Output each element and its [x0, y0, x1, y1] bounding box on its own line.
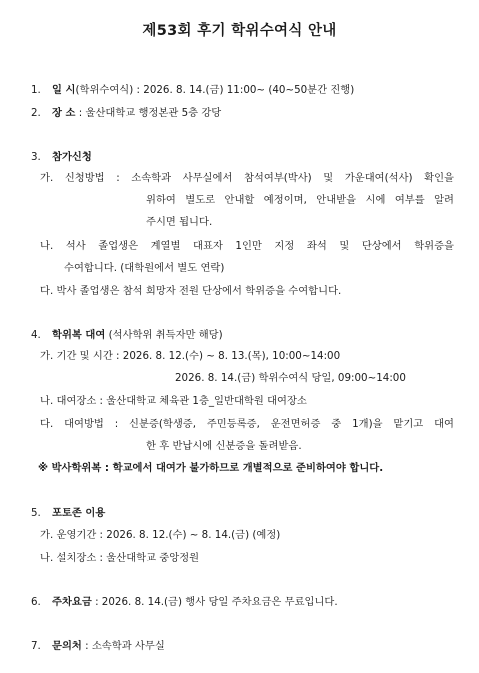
section-2-number: 2. [31, 107, 41, 119]
section-1-number: 1. [31, 84, 41, 96]
section-4-ga-line-2: 2026. 8. 14.(금) 학위수여식 당일, 09:00~14:00 [175, 372, 406, 384]
section-3-ga-line-2: 위하여 별도로 안내할 예정이며, 안내받을 시에 여부를 알려 [146, 194, 454, 206]
section-3-ga-line-1: 가. 신청방법 : 소속학과 사무실에서 참석여부(박사) 및 가운대여(석사) 확인을 [40, 172, 454, 184]
section-2-text: : 울산대학교 행정본관 5층 강당 [75, 107, 222, 119]
section-4-na-line: 나. 대여장소 : 울산대학교 체육관 1층_일반대학원 대여장소 [40, 395, 307, 407]
section-1-text: (학위수여식) : 2026. 8. 14.(금) 11:00~ (40~50분간 진행) [75, 84, 355, 96]
section-2-line [52, 106, 221, 120]
section-4-warning-note: ※ 박사학위복 : 학교에서 대여가 불가하므로 개별적으로 준비하여야 합니다. [38, 462, 384, 474]
section-6-label: 주차요금 [52, 596, 92, 608]
section-3-number: 3. [31, 151, 41, 163]
section-7-number: 7. [31, 640, 41, 652]
section-4-label: 학위복 대여 [52, 329, 106, 341]
section-3-da-line: 다. 박사 졸업생은 참석 희망자 전원 단상에서 학위증을 수여합니다. [40, 285, 342, 297]
section-5-na-line: 나. 설치장소 : 울산대학교 중앙정원 [40, 552, 200, 564]
section-6-text: : 2026. 8. 14.(금) 행사 당일 주차요금은 무료입니다. [91, 596, 338, 608]
section-3-na-line-1: 나. 석사 졸업생은 계열별 대표자 1인만 지정 좌석 및 단상에서 학위증을 [40, 240, 454, 252]
section-6-line [52, 595, 338, 609]
section-5-ga-line: 가. 운영기간 : 2026. 8. 12.(수) ~ 8. 14.(금) (예정) [40, 529, 281, 541]
section-7-text: : 소속학과 사무실 [81, 640, 165, 652]
section-4-number: 4. [31, 329, 41, 341]
section-4-ga-line-1: 가. 기간 및 시간 : 2026. 8. 12.(수) ~ 8. 13.(목), 10:00~14:00 [40, 350, 341, 362]
section-5-label: 포토존 이용 [52, 507, 106, 519]
section-7-line [52, 639, 165, 653]
section-2-label: 장 소 [52, 107, 76, 119]
section-4-da-line-1: 다. 대여방법 : 신분증(학생증, 주민등록증, 운전면허증 중 1개)을 맡기고 대여 [40, 418, 454, 430]
section-5-number: 5. [31, 507, 41, 519]
section-4-note-paren: (석사학위 취득자만 해당) [105, 329, 223, 341]
section-1-label: 일 시 [52, 84, 76, 96]
section-7-label: 문의처 [52, 640, 82, 652]
section-3-label: 참가신청 [52, 151, 92, 163]
section-6-number: 6. [31, 596, 41, 608]
page-title: 제53회 후기 학위수여식 안내 [142, 23, 337, 39]
section-1-line [52, 83, 354, 97]
section-3-ga-line-3: 주시면 됩니다. [146, 216, 213, 228]
section-4-da-line-2: 한 후 반납시에 신분증을 돌려받음. [146, 440, 302, 452]
section-3-na-line-2: 수여합니다. (대학원에서 별도 연락) [64, 262, 225, 274]
section-4-line [52, 328, 223, 342]
